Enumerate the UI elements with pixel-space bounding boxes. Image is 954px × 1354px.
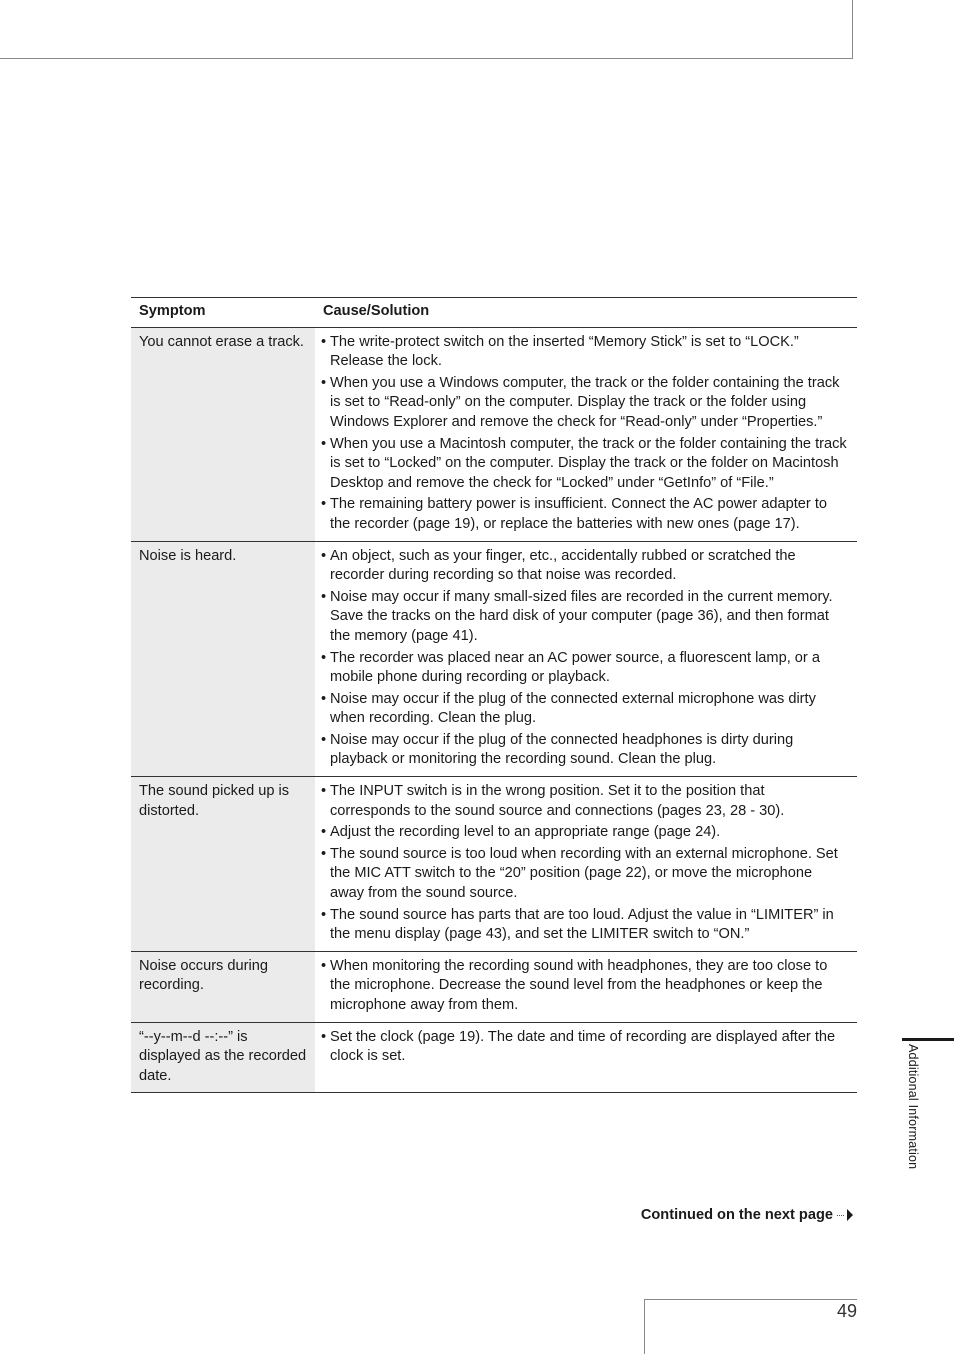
bullet-icon: •	[321, 824, 327, 841]
cause-list	[321, 957, 847, 1016]
bullet-icon: •	[321, 435, 327, 452]
cause-item	[321, 845, 847, 904]
table-header-row	[131, 298, 857, 328]
cause-text: When you use a Windows computer, the track or the folder containing the track is set to “Read-only” on the computer. Display the track or the folder using Windows Explorer and remove the check for “Read-only” under “Properties.”	[330, 374, 840, 430]
cause-item	[321, 906, 847, 945]
bullet-icon: •	[321, 957, 327, 974]
table-row	[131, 327, 857, 541]
table-row	[131, 951, 857, 1022]
cause-list	[321, 1028, 847, 1067]
cause-item	[321, 1028, 847, 1067]
cause-text: An object, such as your finger, etc., accidentally rubbed or scratched the recorder during recording so that noise was recorded.	[330, 547, 796, 584]
cause-text: Adjust the recording level to an appropriate range (page 24).	[330, 824, 721, 841]
cause-item	[321, 495, 847, 534]
footer-corner-rule	[644, 1299, 645, 1354]
footer-rule	[644, 1299, 857, 1300]
header-rule	[0, 58, 853, 59]
cause-text: Set the clock (page 19). The date and time of recording are displayed after the clock is set.	[330, 1028, 836, 1065]
cause-item	[321, 731, 847, 770]
cause-cell	[315, 777, 857, 952]
bullet-icon: •	[321, 690, 327, 707]
troubleshooting-table	[131, 297, 857, 1093]
cause-text: Noise may occur if the plug of the connected external microphone was dirty when recording. Clean the plug.	[330, 690, 816, 727]
cause-cell	[315, 951, 857, 1022]
bullet-icon: •	[321, 333, 327, 350]
continued-dots: ····	[836, 1210, 844, 1220]
section-tab-label: Additional Information	[906, 1044, 920, 1170]
bullet-icon: •	[321, 731, 327, 748]
cause-text: The sound source has parts that are too loud. Adjust the value in “LIMITER” in the menu display (page 43), and set the LIMITER switch to “ON.”	[330, 906, 834, 943]
cause-text: When monitoring the recording sound with headphones, they are too close to the microphone. Decrease the sound level from the headphones or keep the microphone away from them.	[330, 957, 828, 1013]
cause-cell	[315, 541, 857, 777]
table-row	[131, 777, 857, 952]
cause-text: The write-protect switch on the inserted “Memory Stick” is set to “LOCK.” Release the lock.	[330, 333, 799, 370]
cause-list	[321, 782, 847, 945]
header-corner-rule	[852, 0, 853, 59]
cause-list	[321, 547, 847, 771]
cause-list	[321, 333, 847, 535]
symptom-column-header: Symptom	[131, 298, 315, 328]
symptom-cell: Noise is heard.	[131, 541, 315, 777]
symptom-cell: The sound picked up is distorted.	[131, 777, 315, 952]
cause-text: When you use a Macintosh computer, the track or the folder containing the track is set to “Locked” on the computer. Display the track or the folder on Macintosh Desktop and remove the check for “Locked” under “GetInfo” of “File.”	[330, 435, 847, 491]
symptom-cell: Noise occurs during recording.	[131, 951, 315, 1022]
cause-item	[321, 374, 847, 433]
cause-item	[321, 782, 847, 821]
cause-text: The sound source is too loud when recording with an external microphone. Set the MIC ATT switch to the “20” position (page 22), or move the microphone away from the sound source.	[330, 845, 838, 902]
arrow-right-icon	[847, 1209, 853, 1221]
cause-cell	[315, 1022, 857, 1093]
cause-text: Noise may occur if many small-sized files are recorded in the current memory. Save the tracks on the hard disk of your computer (page 36), and then format the memory (page 41).	[330, 588, 833, 644]
section-tab-bar	[902, 1038, 954, 1041]
cause-column-header: Cause/Solution	[315, 298, 857, 328]
cause-item	[321, 823, 847, 843]
continued-notice	[641, 1207, 853, 1223]
page-number: 49	[836, 1301, 857, 1321]
bullet-icon: •	[321, 588, 327, 605]
cause-cell	[315, 327, 857, 541]
cause-text: The remaining battery power is insufficient. Connect the AC power adapter to the recorder (page 19), or replace the batteries with new ones (page 17).	[330, 496, 827, 532]
bullet-icon: •	[321, 845, 327, 862]
bullet-icon: •	[321, 496, 327, 513]
bullet-icon: •	[321, 649, 327, 666]
cause-item	[321, 649, 847, 688]
table-row	[131, 541, 857, 777]
bullet-icon: •	[321, 783, 327, 800]
bullet-icon: •	[321, 547, 327, 564]
table-row	[131, 1022, 857, 1093]
cause-item	[321, 435, 847, 494]
cause-item	[321, 690, 847, 729]
symptom-cell: “--y--m--d --:--” is displayed as the recorded date.	[131, 1022, 315, 1093]
cause-text: Noise may occur if the plug of the connected headphones is dirty during playback or monitoring the recording sound. Clean the plug.	[330, 731, 794, 768]
continued-text: Continued on the next page	[640, 1207, 833, 1223]
symptom-cell: You cannot erase a track.	[131, 327, 315, 541]
bullet-icon: •	[321, 906, 327, 923]
cause-item	[321, 333, 847, 372]
bullet-icon: •	[321, 374, 327, 391]
cause-text: The INPUT switch is in the wrong position. Set it to the position that corresponds to the sound source and connections (pages 23, 28 - 30).	[330, 783, 785, 819]
bullet-icon: •	[321, 1028, 327, 1045]
cause-item	[321, 547, 847, 586]
cause-item	[321, 588, 847, 647]
cause-item	[321, 957, 847, 1016]
table-body	[131, 327, 857, 1093]
cause-text: The recorder was placed near an AC power source, a fluorescent lamp, or a mobile phone during recording or playback.	[330, 649, 820, 686]
